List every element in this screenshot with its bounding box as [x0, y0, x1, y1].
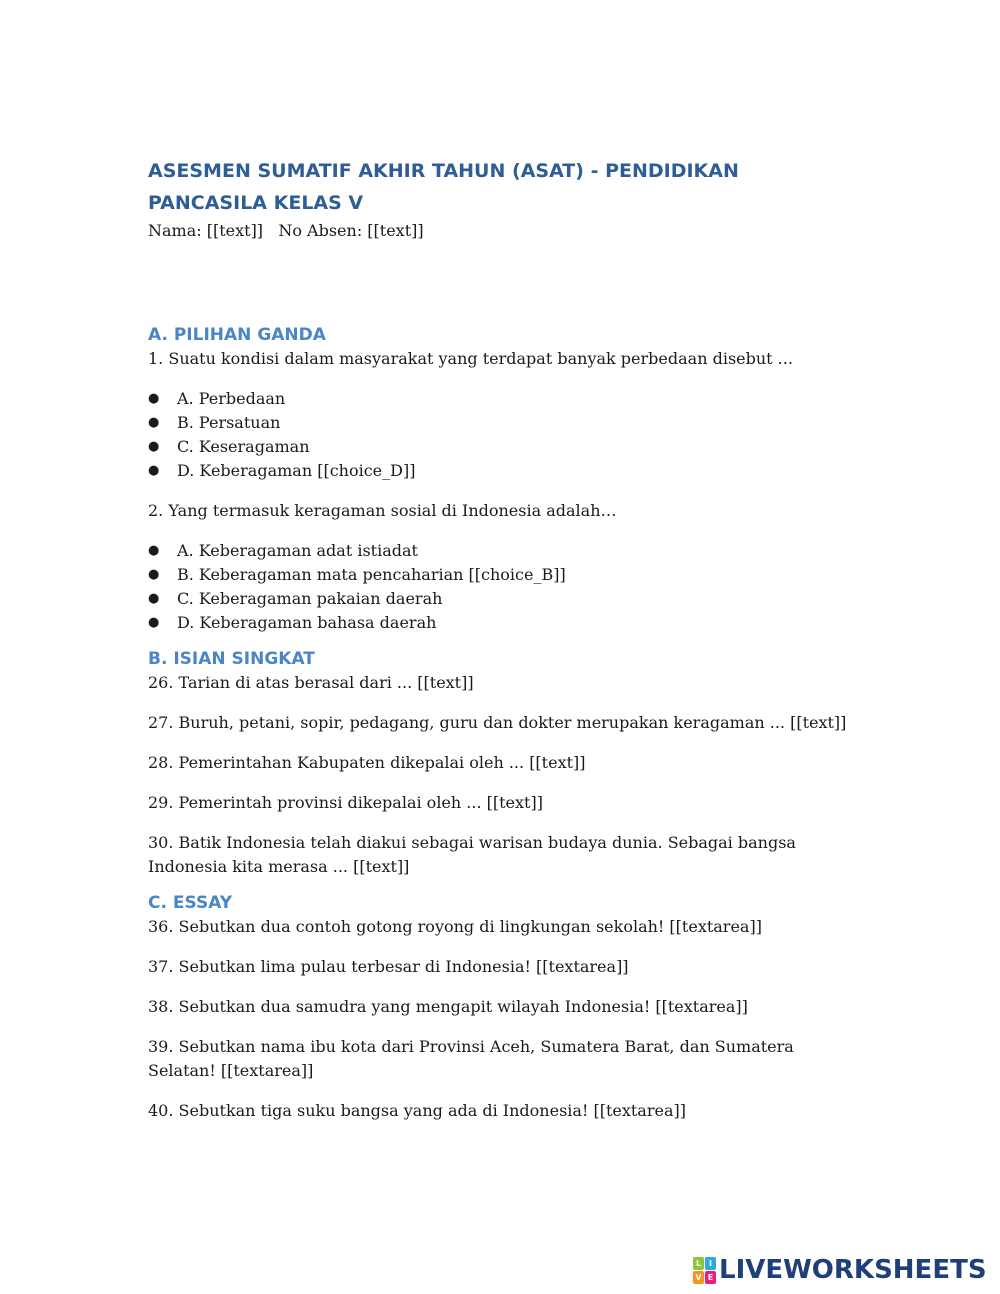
liveworksheets-logo-icon: L I V E — [693, 1257, 715, 1283]
bullet-icon: ● — [148, 543, 160, 558]
option-1a[interactable]: ● A. Perbedaan — [148, 387, 848, 411]
bullet-icon: ● — [148, 567, 160, 582]
name-field[interactable]: Nama: [[text]] — [148, 221, 264, 240]
question-30[interactable]: 30. Batik Indonesia telah diakui sebagai warisan budaya dunia. Sebagai bangsa Indonesia kita merasa ... [[text]] — [148, 833, 796, 876]
section-a-title: A. PILIHAN GANDA — [148, 325, 326, 345]
worksheet-page — [148, 155, 848, 1123]
question-28[interactable]: 28. Pemerintahan Kabupaten dikepalai oleh ... [[text]] — [148, 753, 586, 772]
question-39[interactable]: 39. Sebutkan nama ibu kota dari Provinsi Aceh, Sumatera Barat, dan Sumatera Selatan! [[textarea]] — [148, 1037, 794, 1080]
option-1c[interactable]: ● C. Keseragaman — [148, 435, 848, 459]
question-40[interactable]: 40. Sebutkan tiga suku bangsa yang ada di Indonesia! [[textarea]] — [148, 1101, 686, 1120]
option-1d[interactable]: ● D. Keberagaman [[choice_D]] — [148, 459, 848, 483]
bullet-icon: ● — [148, 591, 160, 606]
bullet-icon: ● — [148, 615, 160, 630]
question-36[interactable]: 36. Sebutkan dua contoh gotong royong di lingkungan sekolah! [[textarea]] — [148, 917, 762, 936]
section-b-title: B. ISIAN SINGKAT — [148, 649, 315, 669]
question-2: 2. Yang termasuk keragaman sosial di Indonesia adalah… — [148, 501, 617, 520]
logo-text: LIVEWORKSHEETS — [719, 1255, 987, 1285]
question-37[interactable]: 37. Sebutkan lima pulau terbesar di Indonesia! [[textarea]] — [148, 957, 629, 976]
bullet-icon: ● — [148, 391, 160, 406]
option-2d[interactable]: ● D. Keberagaman bahasa daerah — [148, 611, 848, 635]
question-29[interactable]: 29. Pemerintah provinsi dikepalai oleh ... [[text]] — [148, 793, 543, 812]
absen-field[interactable]: No Absen: [[text]] — [278, 221, 424, 240]
bullet-icon: ● — [148, 439, 160, 454]
question-27[interactable]: 27. Buruh, petani, sopir, pedagang, guru dan dokter merupakan keragaman ... [[text]] — [148, 713, 847, 732]
question-26[interactable]: 26. Tarian di atas berasal dari ... [[text]] — [148, 673, 474, 692]
student-info-row — [148, 219, 848, 243]
option-2b[interactable]: ● B. Keberagaman mata pencaharian [[choice_B]] — [148, 563, 848, 587]
question-1-options — [148, 387, 848, 483]
bullet-icon: ● — [148, 415, 160, 430]
section-c-title: C. ESSAY — [148, 893, 233, 913]
option-2a[interactable]: ● A. Keberagaman adat istiadat — [148, 539, 848, 563]
question-38[interactable]: 38. Sebutkan dua samudra yang mengapit wilayah Indonesia! [[textarea]] — [148, 997, 748, 1016]
question-1: 1. Suatu kondisi dalam masyarakat yang terdapat banyak perbedaan disebut ... — [148, 349, 793, 368]
bullet-icon: ● — [148, 463, 160, 478]
option-2c[interactable]: ● C. Keberagaman pakaian daerah — [148, 587, 848, 611]
liveworksheets-logo — [693, 1252, 987, 1288]
question-2-options — [148, 539, 848, 635]
option-1b[interactable]: ● B. Persatuan — [148, 411, 848, 435]
page-title: ASESMEN SUMATIF AKHIR TAHUN (ASAT) - PENDIDIKAN PANCASILA KELAS V — [148, 160, 739, 214]
